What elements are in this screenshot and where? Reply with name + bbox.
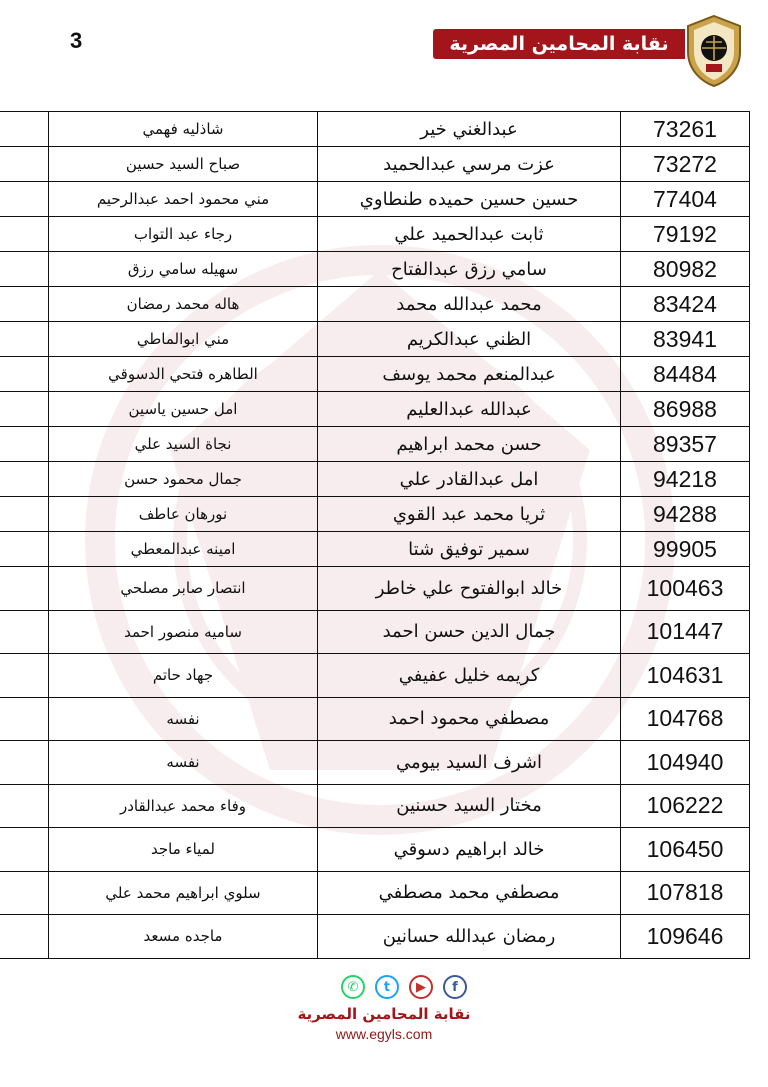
table-row <box>0 497 750 532</box>
table-row <box>0 871 750 915</box>
relation-cell: امينه عبدالمعطي <box>49 532 318 567</box>
member-name-cell: عبدالمنعم محمد يوسف <box>318 357 621 392</box>
member-name-cell: سمير توفيق شتا <box>318 532 621 567</box>
relation-cell: مني محمود احمد عبدالرحيم <box>49 182 318 217</box>
relation-cell: انتصار صابر مصلحي <box>49 567 318 611</box>
table-row <box>0 784 750 828</box>
member-name-cell: ثريا محمد عبد القوي <box>318 497 621 532</box>
member-name-cell: مختار السيد حسنين <box>318 784 621 828</box>
member-id-cell: 89357 <box>621 427 750 462</box>
relation-cell: جمال محمود حسن <box>49 462 318 497</box>
empty-cell <box>0 915 49 959</box>
relation-cell: وفاء محمد عبدالقادر <box>49 784 318 828</box>
empty-cell <box>0 741 49 785</box>
member-id-cell: 84484 <box>621 357 750 392</box>
member-name-cell: حسن محمد ابراهيم <box>318 427 621 462</box>
empty-cell <box>0 392 49 427</box>
table-row <box>0 915 750 959</box>
table-row <box>0 287 750 322</box>
empty-cell <box>0 697 49 741</box>
table-row <box>0 697 750 741</box>
lawyers-syndicate-shield-icon <box>684 14 744 88</box>
footer-title: نقابة المحامين المصرية <box>297 1005 471 1023</box>
empty-cell <box>0 610 49 654</box>
table-row <box>0 462 750 497</box>
footer-url[interactable]: www.egyls.com <box>335 1026 433 1042</box>
member-id-cell: 73261 <box>621 112 750 147</box>
empty-cell <box>0 784 49 828</box>
empty-cell <box>0 357 49 392</box>
member-id-cell: 80982 <box>621 252 750 287</box>
member-id-cell: 83941 <box>621 322 750 357</box>
relation-cell: نفسه <box>49 741 318 785</box>
relation-cell: جهاد حاتم <box>49 654 318 698</box>
member-name-cell: ثابت عبدالحميد علي <box>318 217 621 252</box>
relation-cell: امل حسين ياسين <box>49 392 318 427</box>
empty-cell <box>0 654 49 698</box>
relation-cell: لمياء ماجد <box>49 828 318 872</box>
relation-cell: هاله محمد رمضان <box>49 287 318 322</box>
member-id-cell: 104631 <box>621 654 750 698</box>
empty-cell <box>0 322 49 357</box>
member-name-cell: الظني عبدالكريم <box>318 322 621 357</box>
table-row <box>0 112 750 147</box>
empty-cell <box>0 182 49 217</box>
empty-cell <box>0 497 49 532</box>
relation-cell: نورهان عاطف <box>49 497 318 532</box>
empty-cell <box>0 871 49 915</box>
member-id-cell: 79192 <box>621 217 750 252</box>
member-name-cell: عبدالله عبدالعليم <box>318 392 621 427</box>
table-row <box>0 252 750 287</box>
relation-cell: نجاة السيد علي <box>49 427 318 462</box>
member-name-cell: كريمه خليل عفيفي <box>318 654 621 698</box>
member-id-cell: 100463 <box>621 567 750 611</box>
table-row <box>0 654 750 698</box>
member-name-cell: رمضان عبدالله حسانين <box>318 915 621 959</box>
member-id-cell: 73272 <box>621 147 750 182</box>
member-id-cell: 107818 <box>621 871 750 915</box>
table-row <box>0 610 750 654</box>
member-name-cell: امل عبدالقادر علي <box>318 462 621 497</box>
relation-cell: نفسه <box>49 697 318 741</box>
relation-cell: شاذليه فهمي <box>49 112 318 147</box>
header-banner <box>433 29 685 59</box>
empty-cell <box>0 427 49 462</box>
member-name-cell: محمد عبدالله محمد <box>318 287 621 322</box>
table-row <box>0 828 750 872</box>
empty-cell <box>0 287 49 322</box>
empty-cell <box>0 828 49 872</box>
relation-cell: ساميه منصور احمد <box>49 610 318 654</box>
table-row <box>0 567 750 611</box>
table-row <box>0 532 750 567</box>
table-row <box>0 741 750 785</box>
table-row <box>0 357 750 392</box>
member-id-cell: 106222 <box>621 784 750 828</box>
member-name-cell: مصطفي محمود احمد <box>318 697 621 741</box>
social-links <box>40 975 768 999</box>
facebook-icon[interactable]: f <box>443 975 467 999</box>
member-id-cell: 77404 <box>621 182 750 217</box>
member-id-cell: 94288 <box>621 497 750 532</box>
relation-cell: مني ابوالماطي <box>49 322 318 357</box>
members-table <box>0 111 750 959</box>
footer <box>0 975 768 1042</box>
relation-cell: ماجده مسعد <box>49 915 318 959</box>
member-id-cell: 104940 <box>621 741 750 785</box>
member-name-cell: خالد ابراهيم دسوقي <box>318 828 621 872</box>
relation-cell: رجاء عبد التواب <box>49 217 318 252</box>
youtube-icon[interactable]: ▶ <box>409 975 433 999</box>
table-row <box>0 147 750 182</box>
empty-cell <box>0 462 49 497</box>
empty-cell <box>0 147 49 182</box>
table-row <box>0 217 750 252</box>
member-id-cell: 109646 <box>621 915 750 959</box>
member-name-cell: خالد ابوالفتوح علي خاطر <box>318 567 621 611</box>
empty-cell <box>0 532 49 567</box>
member-id-cell: 104768 <box>621 697 750 741</box>
member-name-cell: جمال الدين حسن احمد <box>318 610 621 654</box>
member-id-cell: 83424 <box>621 287 750 322</box>
member-name-cell: عبدالغني خير <box>318 112 621 147</box>
table-row <box>0 182 750 217</box>
table-row <box>0 392 750 427</box>
empty-cell <box>0 252 49 287</box>
member-id-cell: 101447 <box>621 610 750 654</box>
empty-cell <box>0 567 49 611</box>
member-name-cell: اشرف السيد بيومي <box>318 741 621 785</box>
table-row <box>0 427 750 462</box>
twitter-icon[interactable]: t <box>375 975 399 999</box>
relation-cell: صباح السيد حسين <box>49 147 318 182</box>
member-id-cell: 86988 <box>621 392 750 427</box>
member-id-cell: 94218 <box>621 462 750 497</box>
relation-cell: سهيله سامي رزق <box>49 252 318 287</box>
member-id-cell: 106450 <box>621 828 750 872</box>
empty-cell <box>0 217 49 252</box>
whatsapp-icon[interactable]: ✆ <box>341 975 365 999</box>
member-name-cell: سامي رزق عبدالفتاح <box>318 252 621 287</box>
empty-cell <box>0 112 49 147</box>
member-name-cell: حسين حسين حميده طنطاوي <box>318 182 621 217</box>
member-name-cell: عزت مرسي عبدالحميد <box>318 147 621 182</box>
relation-cell: الطاهره فتحي الدسوقي <box>49 357 318 392</box>
member-name-cell: مصطفي محمد مصطفي <box>318 871 621 915</box>
page-number: 3 <box>70 28 83 53</box>
member-id-cell: 99905 <box>621 532 750 567</box>
relation-cell: سلوي ابراهيم محمد علي <box>49 871 318 915</box>
table-row <box>0 322 750 357</box>
header-title: نقابة المحامين المصرية <box>449 33 669 55</box>
